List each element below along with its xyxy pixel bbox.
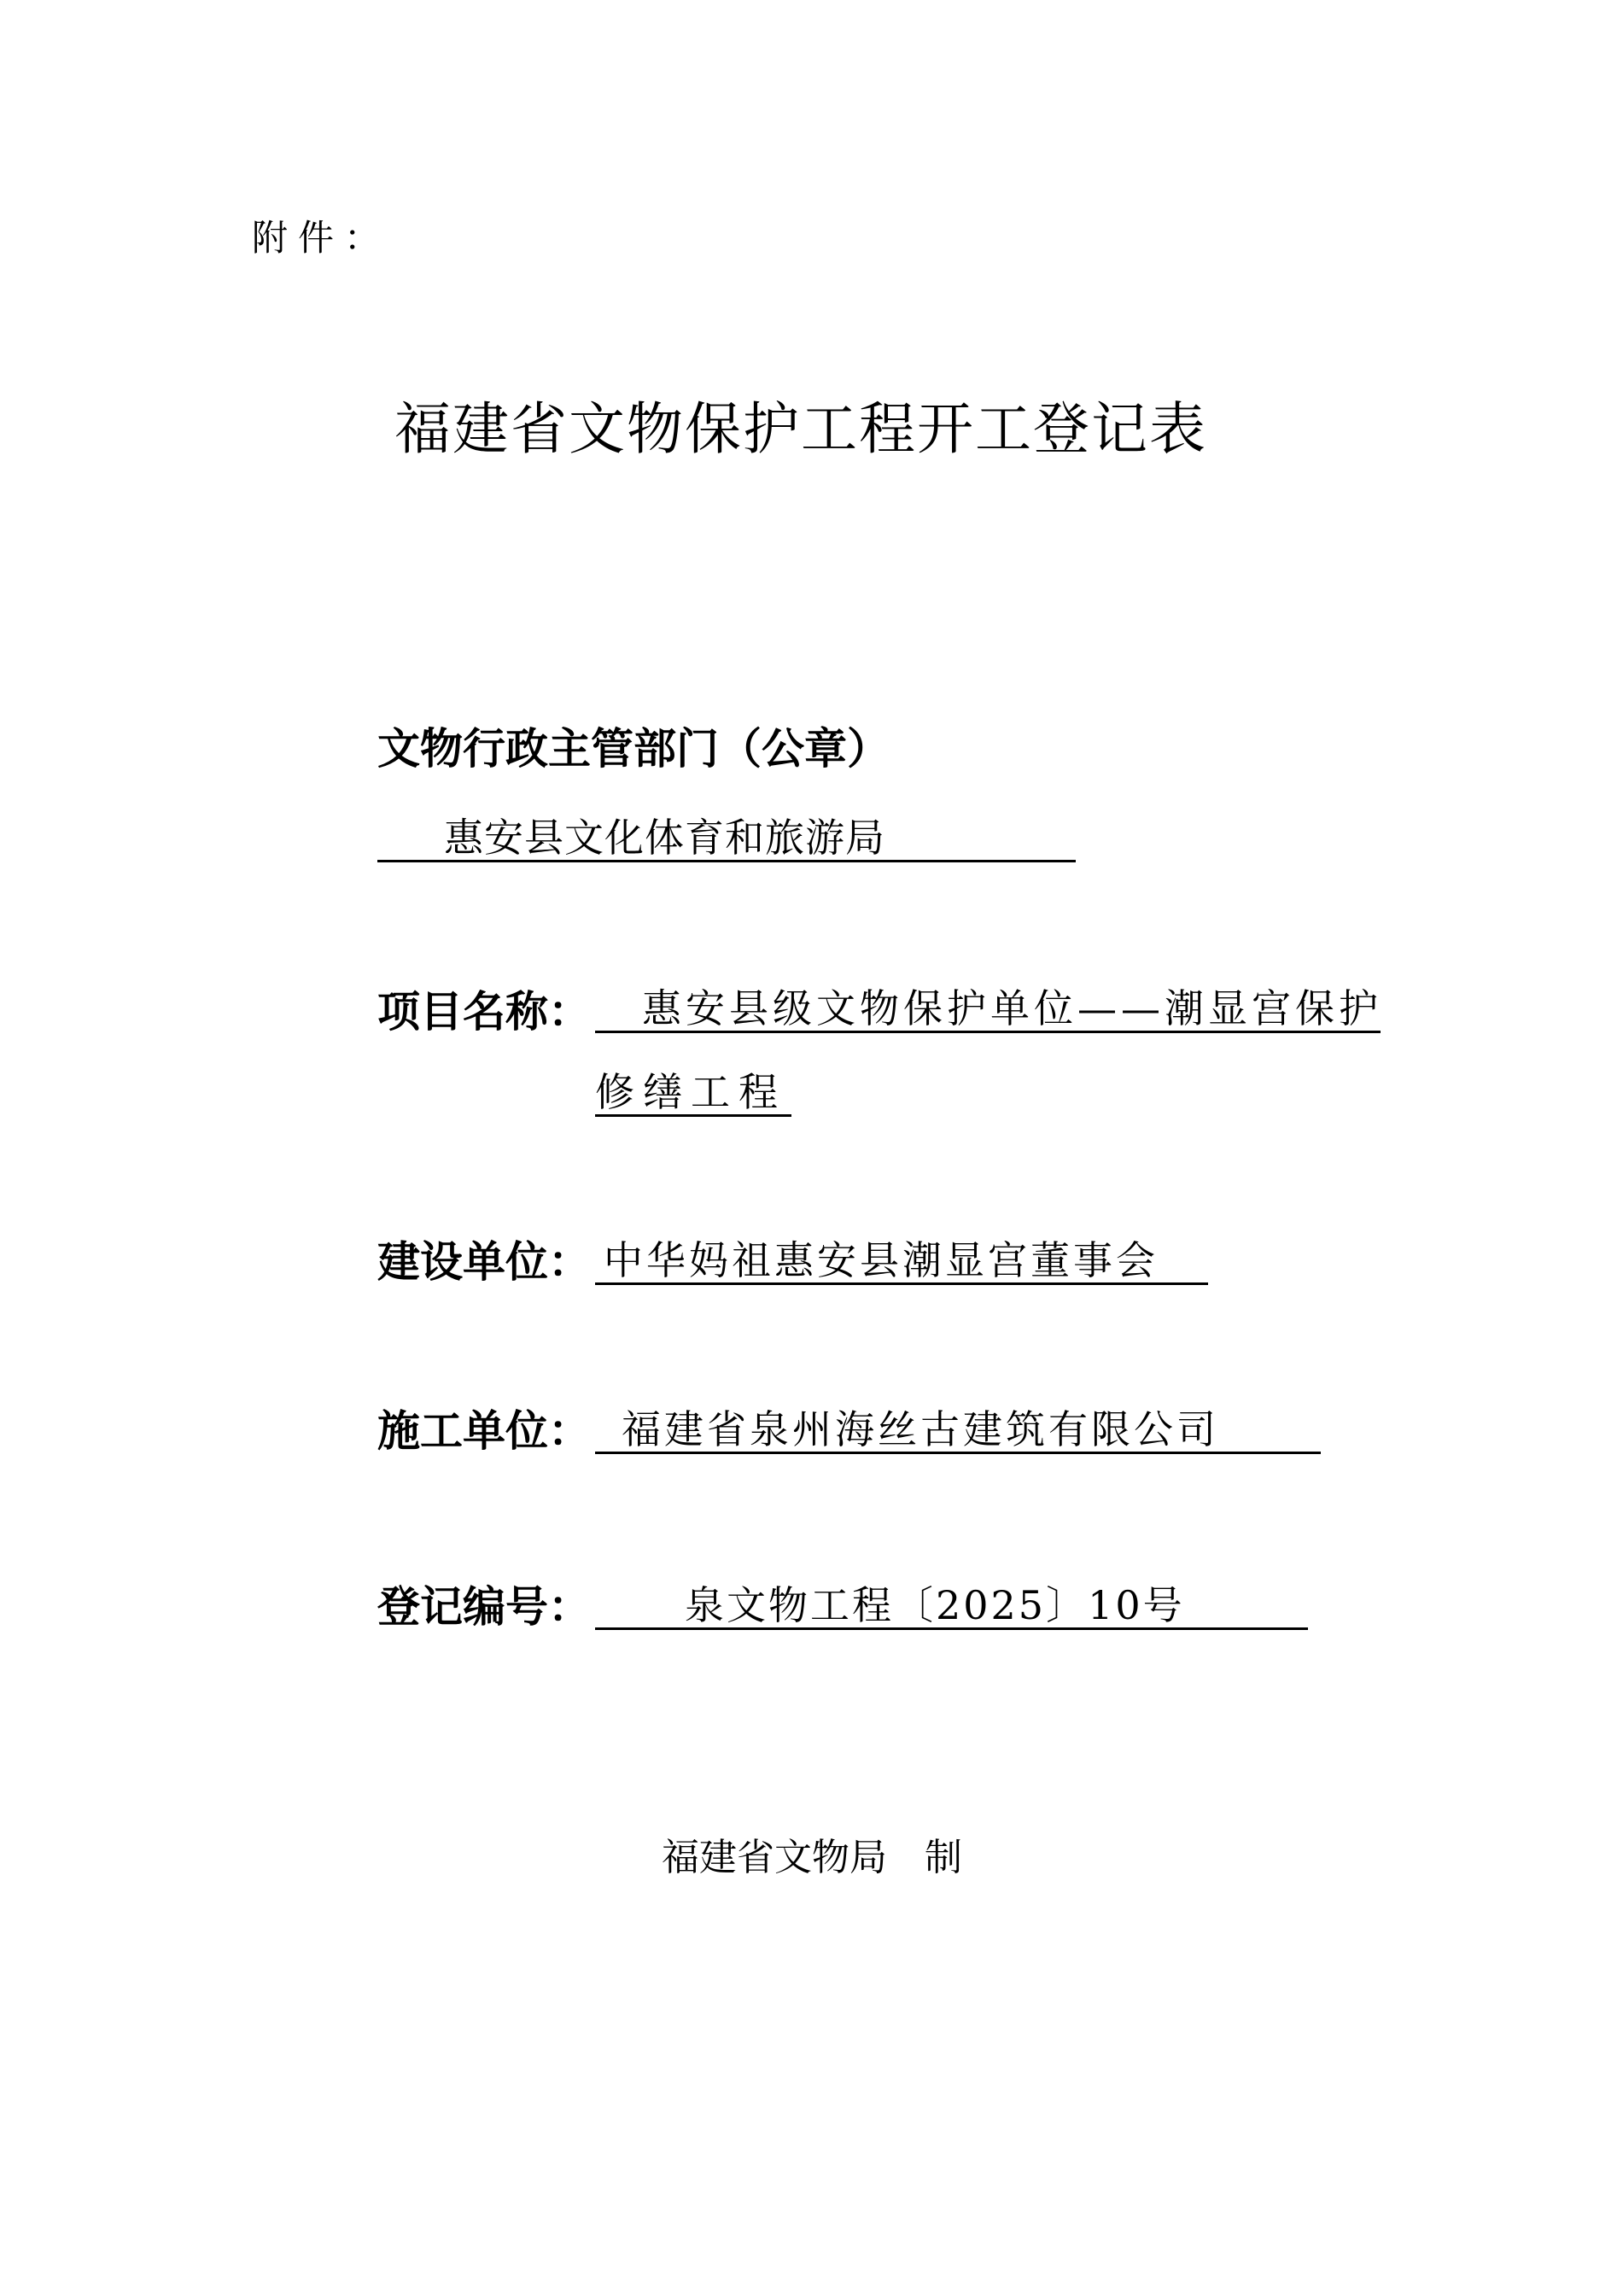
authority-value: 惠安县文化体育和旅游局 (444, 815, 885, 861)
registration-number-label: 登记编号： (377, 1582, 591, 1632)
contractor-underline (595, 1452, 1321, 1454)
authority-label: 文物行政主管部门（公章） (377, 724, 890, 774)
document-title: 福建省文物保护工程开工登记表 (394, 396, 1207, 462)
construction-owner-label: 建设单位： (377, 1237, 591, 1287)
construction-owner-underline (595, 1282, 1208, 1285)
contractor-label: 施工单位： (377, 1406, 591, 1456)
contractor-value: 福建省泉州海丝古建筑有限公司 (622, 1406, 1219, 1452)
issuer-footer: 福建省文物局 制 (662, 1836, 962, 1879)
construction-owner-value: 中华妈祖惠安县潮显宫董事会 (604, 1237, 1159, 1283)
authority-underline (377, 860, 1076, 862)
project-name-value-line1: 惠安县级文物保护单位——潮显宫保护 (642, 985, 1382, 1031)
project-name-label: 项目名称： (377, 987, 591, 1037)
registration-number-value: 泉文物工程〔2025〕10号 (685, 1582, 1185, 1628)
project-name-value-line2: 修缮工程 (595, 1069, 786, 1115)
project-name-underline-1 (595, 1031, 1381, 1033)
registration-number-underline (595, 1627, 1308, 1630)
attachment-label: 附件： (252, 217, 391, 259)
project-name-underline-2 (595, 1114, 791, 1117)
